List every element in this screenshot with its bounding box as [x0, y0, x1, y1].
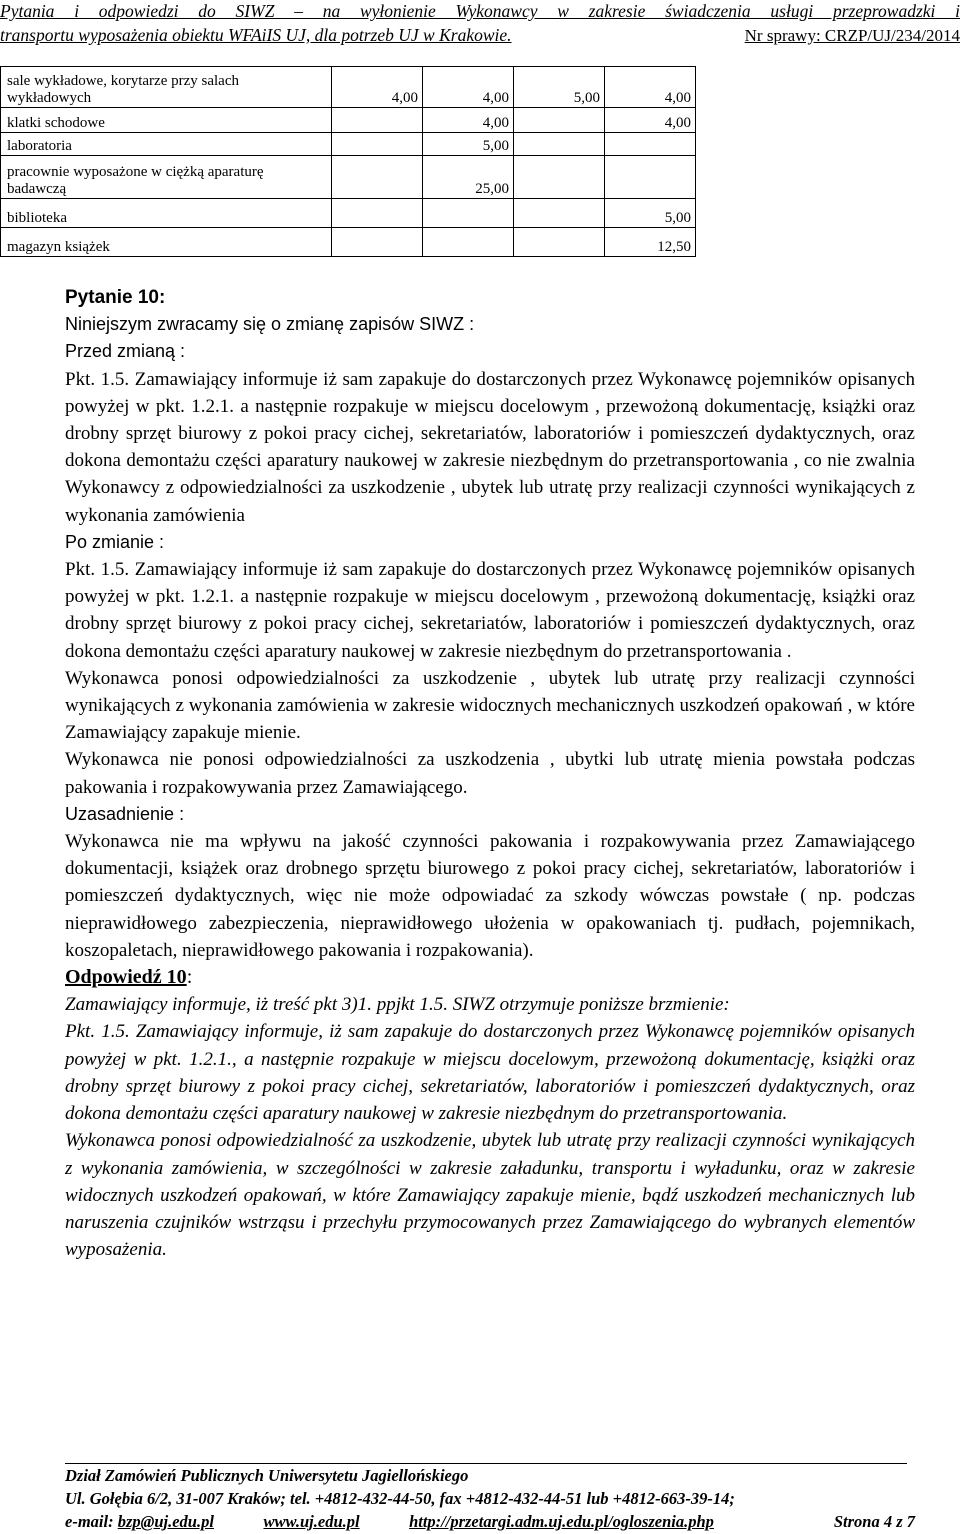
table-cell: 4,00 — [423, 67, 514, 108]
rates-table — [0, 66, 696, 257]
table-cell: 5,00 — [605, 199, 696, 228]
answer-title-colon: : — [186, 966, 193, 989]
page-number: Strona 4 z 7 — [833, 1512, 915, 1531]
footer-tenders-link[interactable]: http://przetargi.adm.uj.edu.pl/ogloszenia.php — [409, 1512, 714, 1531]
table-cell: 25,00 — [423, 156, 514, 199]
table-cell — [423, 228, 514, 257]
answer-intro: Zamawiający informuje, iż treść pkt 3)1. ppjkt 1.5. SIWZ otrzymuje poniższe brzmienie: — [65, 994, 730, 1016]
table-cell: 5,00 — [423, 133, 514, 156]
footer-links — [65, 1510, 915, 1533]
table-row-label: biblioteka — [1, 199, 332, 228]
table-cell — [423, 199, 514, 228]
document-body — [65, 284, 915, 1263]
footer-website-link[interactable]: www.uj.edu.pl — [263, 1512, 360, 1531]
after-change-text-3: Wykonawca nie ponosi odpowiedzialności za uszkodzenia , ubytki lub utratę mienia powstała podczas pakowania i rozpakowywania przez Zamawiającego. — [65, 749, 915, 798]
justification-text: Wykonawca nie ma wpływu na jakość czynności pakowania i rozpakowywania przez Zamawiającego dokumentacji, książek oraz drobnego sprzętu biurowego z pokoi pracy cichej, sekretariatów, laboratoriów i pomieszczeń dydaktycznych, więc nie może odpowiadać za szkody wówczas powstałe ( np. podczas nieprawidłowego zabezpieczenia, nieprawidłowego ułożenia w opakowaniach tj. pudłach, pojemnikach, koszopaletach, nieprawidłowego pakowania i rozpakowania). — [65, 831, 915, 961]
footer-address: Ul. Gołębia 6/2, 31-007 Kraków; tel. +4812-432-44-50, fax +4812-432-44-51 lub +4812-663-39-14; — [65, 1489, 735, 1508]
page-footer — [65, 1463, 915, 1533]
table-cell — [514, 108, 605, 133]
before-change-text: Pkt. 1.5. Zamawiający informuje iż sam zapakuje do dostarczonych przez Wykonawcę pojemników opisanych powyżej w pkt. 1.2.1. a następnie rozpakuje w miejscu docelowym , przewożoną dokumentację, książki oraz drobny sprzęt biurowy z pokoi pracy cichej, sekretariatów, laboratoriów i pomieszczeń dydaktycznych, oraz dokona demontażu części aparatury naukowej w zakresie niezbędnym do przetransportowania , co nie zwalnia Wykonawcy z odpowiedzialności za uszkodzenie , ubytek lub utratę przy realizacji czynności wynikających z wykonania zamówienia — [65, 368, 915, 526]
answer-text-1: Pkt. 1.5. Zamawiający informuje, iż sam zapakuje do dostarczonych przez Wykonawcę pojemników opisanych powyżej w pkt. 1.2.1., a następnie rozpakuje w miejscu docelowym, przewożoną dokumentację, książki oraz drobny sprzęt biurowy z pokoi pracy cichej, sekretariatów, laboratoriów i pomieszczeń dydaktycznych, oraz dokona demontażu części aparatury naukowej w zakresie niezbędnym do przetransportowania. — [65, 1021, 915, 1125]
table-cell — [332, 133, 423, 156]
footer-email-label: e-mail: — [65, 1512, 114, 1531]
table-row — [1, 133, 696, 156]
question-title: Pytanie 10: — [65, 287, 166, 308]
table-row-label: magazyn książek — [1, 228, 332, 257]
table-row — [1, 228, 696, 257]
table-cell — [514, 228, 605, 257]
table-cell — [332, 228, 423, 257]
table-row — [1, 156, 696, 199]
table-cell — [332, 108, 423, 133]
table-cell: 12,50 — [605, 228, 696, 257]
before-change-label: Przed zmianą : — [65, 341, 186, 362]
table-cell — [605, 156, 696, 199]
table-row-label: laboratoria — [1, 133, 332, 156]
after-change-text-2: Wykonawca ponosi odpowiedzialności za uszkodzenie , ubytek lub utratę przy realizacji czynności wynikających z wykonania zamówienia w zakresie widocznych mechanicznych uszkodzeń opakowań , w które Zamawiający zapakuje mienie. — [65, 667, 915, 744]
table-row — [1, 108, 696, 133]
footer-email-link[interactable]: bzp@uj.edu.pl — [117, 1512, 214, 1531]
case-number: Nr sprawy: CRZP/UJ/234/2014 — [744, 26, 960, 45]
question-intro: Niniejszym zwracamy się o zmianę zapisów SIWZ : — [65, 314, 475, 335]
table-row — [1, 199, 696, 228]
table-cell — [605, 133, 696, 156]
header-title-line-2: transportu wyposażenia obiektu WFAiIS UJ, dla potrzeb UJ w Krakowie. — [0, 25, 512, 45]
table-row-label: pracownie wyposażone w ciężką aparaturę badawczą — [1, 156, 332, 199]
table-cell: 4,00 — [423, 108, 514, 133]
table-cell — [514, 156, 605, 199]
table-cell: 4,00 — [605, 108, 696, 133]
header-title-line-1: Pytania i odpowiedzi do SIWZ – na wyłonienie Wykonawcy w zakresie świadczenia usługi przeprowadzki i — [0, 1, 960, 21]
table-row — [1, 67, 696, 108]
footer-org: Dział Zamówień Publicznych Uniwersytetu Jagiellońskiego — [65, 1466, 469, 1485]
table-cell — [332, 199, 423, 228]
table-cell: 4,00 — [332, 67, 423, 108]
table-row-label: klatki schodowe — [1, 108, 332, 133]
answer-text-2: Wykonawca ponosi odpowiedzialność za uszkodzenie, ubytek lub utratę przy realizacji czynności wynikających z wykonania zamówienia, w szczególności w zakresie załadunku, transportu i wyładunku, oraz w zakresie widocznych uszkodzeń opakowań, w które Zamawiający zapakuje mienie, bądź uszkodzeń mechanicznych lub naruszenia czujników wstrząsu i przechyłu przymocowanych przez Zamawiającego do wybranych elementów wyposażenia. — [65, 1130, 915, 1261]
table-cell — [514, 133, 605, 156]
table-cell: 4,00 — [605, 67, 696, 108]
answer-title: Odpowiedź 10 — [65, 966, 187, 989]
after-change-text-1: Pkt. 1.5. Zamawiający informuje iż sam zapakuje do dostarczonych przez Wykonawcę pojemników opisanych powyżej w pkt. 1.2.1. a następnie rozpakuje w miejscu docelowym , przewożoną dokumentację, książki oraz drobny sprzęt biurowy z pokoi pracy cichej, sekretariatów, laboratoriów i pomieszczeń dydaktycznych, oraz dokona demontażu części aparatury naukowej w zakresie niezbędnym do przetransportowania . — [65, 559, 915, 662]
table-cell — [514, 199, 605, 228]
justification-label: Uzasadnienie : — [65, 803, 185, 824]
table-cell — [332, 156, 423, 199]
table-cell: 5,00 — [514, 67, 605, 108]
table-row-label: sale wykładowe, korytarze przy salach wykładowych — [1, 67, 332, 108]
after-change-label: Po zmianie : — [65, 531, 165, 552]
